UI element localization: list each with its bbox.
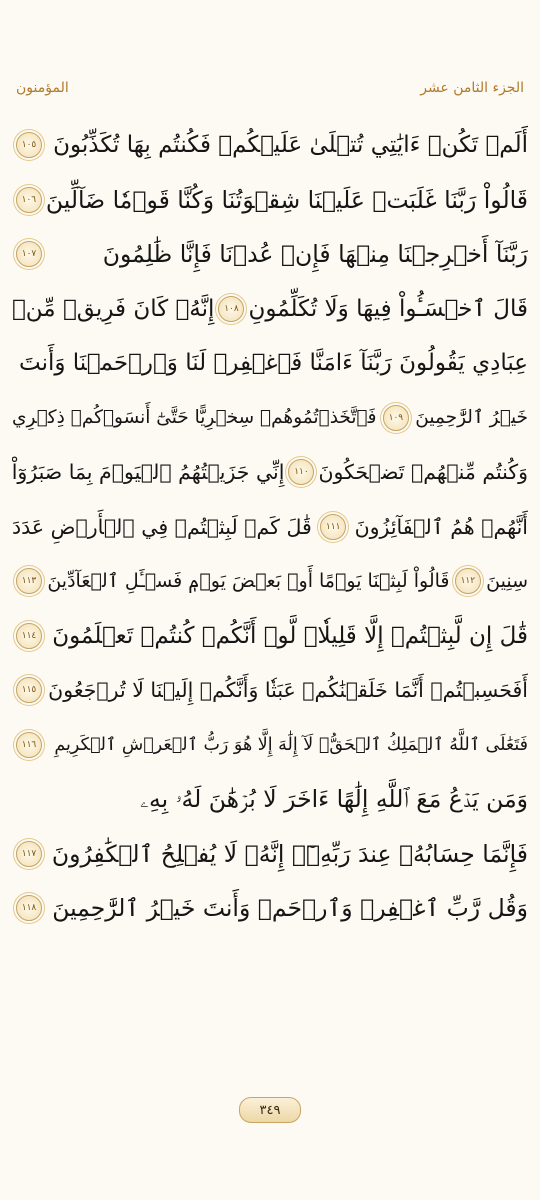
ayah-number-marker[interactable]: ١١٨ <box>16 895 42 921</box>
ayah-text: وَكُنتُم مِّنۡهُمۡ تَضۡحَكُونَ <box>318 460 528 485</box>
text-line <box>12 173 528 228</box>
ayah-number-marker[interactable]: ١١٣ <box>16 568 42 594</box>
text-line <box>12 554 528 609</box>
ayah-number-marker[interactable]: ١٠٩ <box>383 405 409 431</box>
ayah-text: وَقُل رَّبِّ ٱغۡفِرۡ وَٱرۡحَمۡ وَأَنتَ خَيۡرُ ٱلرَّٰحِمِينَ <box>52 894 528 923</box>
surah-name: المؤمنون <box>16 80 69 96</box>
text-line <box>12 772 528 827</box>
quran-page-text <box>12 118 528 936</box>
ayah-number-marker[interactable]: ١١٦ <box>16 732 42 758</box>
ayah-number-marker[interactable]: ١٠٦ <box>16 187 42 213</box>
ayah-text: عِبَادِي يَقُولُونَ رَبَّنَآ ءَامَنَّا فَٱغۡفِرۡ لَنَا وَٱرۡحَمۡنَا وَأَنتَ <box>19 350 528 377</box>
page-number-badge <box>239 1097 301 1123</box>
ayah-number-marker[interactable]: ١١٧ <box>16 841 42 867</box>
ayah-text: قَٰلَ إِن لَّبِثۡتُمۡ إِلَّا قَلِيلٗاۖ لَّوۡ أَنَّكُمۡ كُنتُمۡ تَعۡلَمُونَ <box>52 622 528 649</box>
text-line <box>12 609 528 664</box>
ayah-text: وَمَن يَدۡعُ مَعَ ٱللَّهِ إِلَٰهًا ءَاخَرَ لَا بُرۡهَٰنَ لَهُۥ بِهِۦ <box>140 785 528 814</box>
text-line <box>12 336 528 391</box>
ayah-text: أَنَّهُمۡ هُمُ ٱلۡفَآئِزُونَ <box>354 514 528 539</box>
text-line <box>12 718 528 773</box>
ayah-text: فَٱتَّخَذۡتُمُوهُمۡ سِخۡرِيًّا حَتَّىٰٓ أَنسَوۡكُمۡ ذِكۡرِي <box>12 407 377 429</box>
page-header <box>16 76 524 100</box>
ayah-text: أَفَحَسِبۡتُمۡ أَنَّمَا خَلَقۡنَٰكُمۡ عَبَثٗا وَأَنَّكُمۡ إِلَيۡنَا لَا تُرۡجَعُونَ <box>48 678 528 703</box>
ayah-text: قَالُواْ رَبَّنَا غَلَبَتۡ عَلَيۡنَا شِقۡوَتُنَا وَكُنَّا قَوۡمٗا ضَآلِّينَ <box>45 185 528 214</box>
ayah-text: فَإِنَّمَا حِسَابُهُۥ عِندَ رَبِّهِۦٓۚ إِنَّهُۥ لَا يُفۡلِحُ ٱلۡكَٰفِرُونَ <box>51 839 528 868</box>
ayah-number-marker[interactable]: ١١٠ <box>288 459 314 485</box>
ayah-text: إِنِّي جَزَيۡتُهُمُ ٱلۡيَوۡمَ بِمَا صَبَرُوٓاْ <box>12 460 285 485</box>
ayah-number-marker[interactable]: ١١١ <box>320 514 346 540</box>
ayah-text: قَالُواْ لَبِثۡنَا يَوۡمًا أَوۡ بَعۡضَ يَوۡمٖ فَسۡـَٔلِ ٱلۡعَآدِّينَ <box>47 570 450 593</box>
ayah-number-marker[interactable]: ١١٤ <box>16 623 42 649</box>
text-line <box>12 881 528 936</box>
text-line <box>12 118 528 173</box>
ayah-number-marker[interactable]: ١١٢ <box>455 568 481 594</box>
page-number: ٣٤٩ <box>259 1102 281 1118</box>
text-line <box>12 391 528 446</box>
ayah-text: قَالَ ٱخۡسَـُٔواْ فِيهَا وَلَا تُكَلِّمُونِ <box>248 295 528 322</box>
ayah-text: رَبَّنَآ أَخۡرِجۡنَا مِنۡهَا فَإِنۡ عُدۡنَا فَإِنَّا ظَٰلِمُونَ <box>102 240 528 269</box>
ayah-text: فَتَعَٰلَى ٱللَّهُ ٱلۡمَلِكُ ٱلۡحَقُّۖ لَآ إِلَٰهَ إِلَّا هُوَ رَبُّ ٱلۡعَرۡشِ ٱلۡكَرِيمِ <box>54 734 528 755</box>
ayah-number-marker[interactable]: ١٠٨ <box>218 296 244 322</box>
text-line <box>12 500 528 555</box>
ayah-number-marker[interactable]: ١١٥ <box>16 677 42 703</box>
text-line <box>12 282 528 337</box>
ayah-text: إِنَّهُۥ كَانَ فَرِيقٞ مِّنۡ <box>12 295 215 322</box>
text-line <box>12 827 528 882</box>
text-line <box>12 663 528 718</box>
ayah-text: قَٰلَ كَمۡ لَبِثۡتُمۡ فِي ٱلۡأَرۡضِ عَدَدَ <box>12 514 312 539</box>
juz-name: الجزء الثامن عشر <box>420 80 524 96</box>
text-line <box>12 445 528 500</box>
ayah-text: سِنِينَ <box>486 570 528 593</box>
ayah-text: أَلَمۡ تَكُنۡ ءَايَٰتِي تُتۡلَىٰ عَلَيۡكُمۡ فَكُنتُم بِهَا تُكَذِّبُونَ <box>53 132 528 159</box>
text-line <box>12 227 528 282</box>
ayah-number-marker[interactable]: ١٠٥ <box>16 132 42 158</box>
ayah-number-marker[interactable]: ١٠٧ <box>16 241 42 267</box>
ayah-text: خَيۡرُ ٱلرَّٰحِمِينَ <box>415 407 528 429</box>
